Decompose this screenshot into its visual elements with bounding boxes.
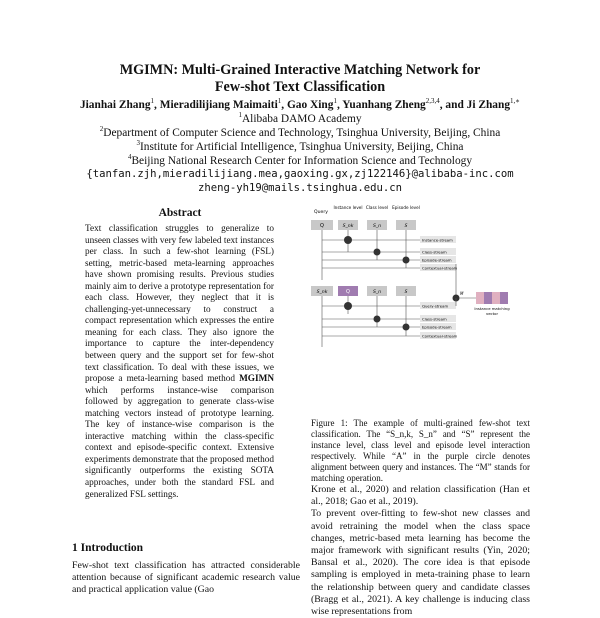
affiliation-2: $^2$Department of Computer Science and Technology, Tsinghua University, Beijing, China (99, 125, 501, 139)
top-stream-contextual: Contextual-stream (422, 265, 458, 271)
affiliation-1: $^1$Alibaba DAMO Academy (238, 111, 362, 125)
top-label-q: Q (320, 223, 324, 229)
top-label-snk: S_nk (342, 224, 354, 229)
col-label-query: Query (314, 210, 328, 215)
bottom-stream-episode: Episode-stream (422, 324, 452, 330)
introduction-heading: 1 Introduction (72, 542, 144, 554)
bottom-label-s: S (404, 290, 408, 295)
email-line-2: zheng-yh19@mails.tsinghua.edu.cn (197, 182, 403, 194)
title-line-1: MGIMN: Multi-Grained Interactive Matching Network for (119, 62, 481, 78)
bottom-label-sn: S_n (372, 290, 382, 295)
top-stream-class: Class-stream (422, 249, 447, 255)
author-list: Jianhai Zhang$^1$, Mieradilijiang Maimaiti$^1$, Gao Xing$^1$, Yuanhang Zheng$^{2,3,4}$, and Ji Zhang$^{1,∗}$ (79, 97, 521, 111)
node-bottom-b (374, 316, 381, 323)
abstract-heading: Abstract (158, 207, 202, 219)
affiliation-4: $^4$Beijing National Research Center for Information Science and Technology (127, 153, 473, 167)
col-label-instance: Instance level (333, 205, 363, 210)
right-column-body: Krone et al., 2020) and relation classification (Han et al., 2018; Gao et al., 2019). To prevent over-fitting to few-shot new classes and avoid retraining the model when the class space changes, metric-based meta learning has become the major framework with significant results (Yin, 2020; Bansal et al., 2020). The core idea is that episode sampling is employed in meta-training phase to learn the relationship between query and candidate classes (Bragg et al., 2021). A key challenge is inducing class wise representations from (311, 484, 530, 618)
output-vector-box (476, 292, 484, 304)
email-line-1: {tanfan.zjh,mieradilijiang.mea,gaoxing.gx,zj122146}@alibaba-inc.com (86, 168, 514, 180)
method-name: MGIMN (239, 374, 274, 385)
top-label-s: S (404, 224, 408, 229)
title-line-2: Few-shot Text Classification (214, 79, 386, 95)
top-stream-instance: Instance-stream (422, 237, 453, 243)
author-name: Yuanhang Zheng (342, 98, 426, 111)
bottom-label-snk: S_nk (316, 290, 328, 295)
top-label-sn: S_n (372, 224, 382, 229)
author-name: Ji Zhang (466, 98, 511, 111)
author-name: Mieradilijiang Maimaiti (159, 98, 278, 111)
col-label-class: Class level (365, 205, 389, 210)
m-label: M (460, 291, 464, 296)
abstract-body: Text classification struggles to generalize to unseen classes with very few labeled text instances per class. In such a few-shot learning (FSL) setting, metric-based meta-learning approaches have shown promising results. Previous studies mainly aim to derive a prototype representation for each class. However, they neglect that it is challenging-yet-unnecessary to construct a compact representation which expresses the entire meaning for each class. They also ignore the importance to capture the inter-dependency between query and the support set for few-shot text classification. To deal with these issues, we propose a meta-learning based method MGIMN which performs instance-wise comparison followed by aggregation to generate class-wise matching vectors instead of prototype learning. The key of instance-wise comparison is the interactive matching within the class-specific context and episode-specific context. Extensive experiments demonstrate that the proposed method significantly outperforms the existing SOTA approaches, under both the standard FSL and generalized FSL settings. (85, 224, 274, 500)
col-label-episode: Episode level (392, 205, 420, 210)
node-bottom-c (403, 324, 410, 331)
paper-title (0, 62, 600, 96)
author-affiliation-mark: 2,3,4 (425, 97, 440, 105)
bottom-stream-class: Class-stream (422, 316, 447, 322)
node-top-b (374, 249, 381, 256)
node-top-c (403, 257, 410, 264)
top-stream-episode: Episode-stream (422, 257, 452, 263)
bottom-label-q: Q (346, 289, 350, 295)
introduction-body: Few-shot text classification has attracted considerable attention because of significant academic research value and practical application value (Gao (72, 560, 300, 596)
author-affiliation-mark: 1 (333, 97, 337, 105)
author-affiliation-mark: 1 (150, 97, 155, 105)
affiliation-3: $^3$Institute for Artificial Intelligence, Tsinghua University, Beijing, China (136, 139, 464, 153)
figure-1-diagram (308, 202, 530, 377)
author-affiliation-mark: 1 (277, 97, 282, 105)
bottom-stream-query: Query-stream (422, 303, 449, 309)
author-name: Jianhai Zhang (79, 98, 151, 111)
author-name: Gao Xing (286, 98, 334, 111)
figure-1-caption: Figure 1: The example of multi-grained few-shot text classification. The “S_n,k, S_n” and “S” represent the instance level, class level and episode level interaction respectively. While “A” in the purple circle denotes alignment between query and instances. The “M” stands for matching operation. (311, 418, 530, 484)
author-affiliation-mark: 1,∗ (510, 97, 521, 105)
bottom-stream-contextual: Contextual-stream (422, 333, 458, 339)
output-label-1: Instance matching (474, 306, 510, 311)
node-top-a (344, 236, 352, 244)
node-bottom-a (344, 302, 352, 310)
output-label-2: vector (485, 311, 499, 316)
